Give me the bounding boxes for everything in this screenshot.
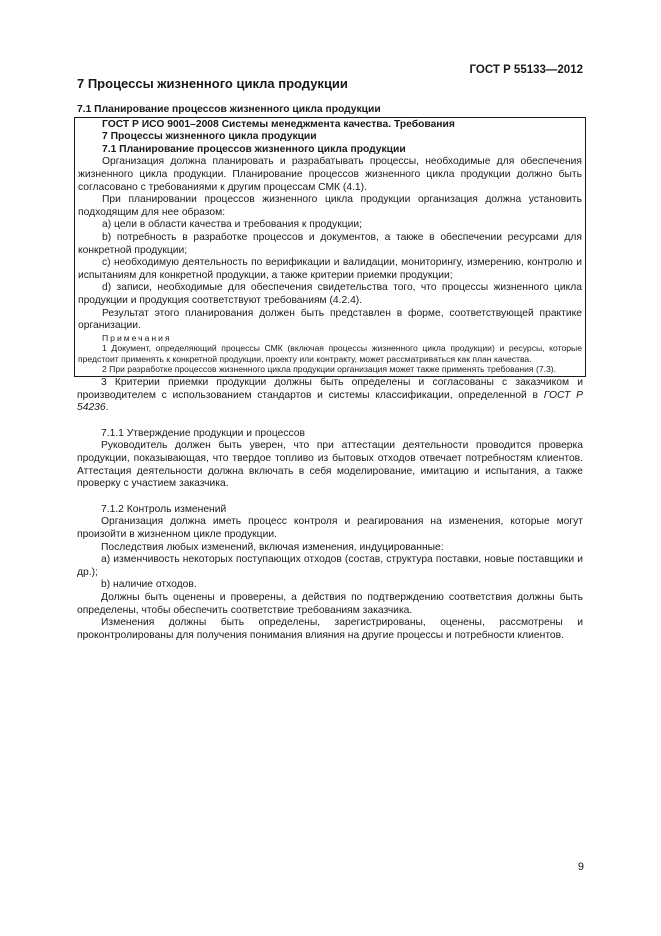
box-paragraph-2: При планировании процессов жизненного цикла продукции организация должна установить подходящим для нее образом: (78, 194, 582, 218)
subsection-7-1-1-title: 7.1.1 Утверждение продукции и процессов (101, 427, 305, 439)
box-paragraph-3: Результат этого планирования должен быть представлен в форме, соответствующей практике организации. (78, 307, 582, 332)
section-title: 7 Процессы жизненного цикла продукции (77, 76, 348, 91)
page-number: 9 (577, 861, 584, 873)
box-subsection: 7.1 Планирование процессов жизненного цикла продукции (102, 143, 406, 155)
subsection-7-1-2-paragraph-2: Последствия любых изменений, включая изменения, индуцированные: (101, 541, 444, 553)
note-3-reference: ГОСТ Р 54236 (77, 389, 583, 414)
box-item-a: а) цели в области качества и требования к продукции; (102, 219, 362, 231)
page-content (77, 104, 583, 642)
box-item-b: b) потребность в разработке процессов и документов, а также в обеспечении ресурсами для конкретной продукции; (78, 231, 582, 256)
note-2: 2 При разработке процессов жизненного цикла продукции организация может также применять требования (7.3). (102, 364, 557, 375)
box-paragraph-1: Организация должна планировать и разрабатывать процессы, необходимые для обеспечения жизненного цикла продукции. Планирование процессов жизненного цикла продукции должно быть согласовано с требованиями к другим процессам СМК (4.1). (78, 156, 582, 193)
subsection-7-1-2-paragraph-1: Организация должна иметь процесс контроля и реагирования на изменения, которые могут произойти в жизненном цикле продукции. (77, 516, 583, 540)
box-standard-ref: ГОСТ Р ИСО 9001–2008 Системы менеджмента качества. Требования (102, 118, 455, 130)
document-code: ГОСТ Р 55133—2012 (469, 64, 583, 76)
subsection-title: 7.1 Планирование процессов жизненного цикла продукции (77, 104, 381, 115)
notes-heading: Примечания (102, 332, 172, 343)
note-3 (77, 377, 583, 415)
note-3-end: . (105, 402, 109, 414)
note-3-text: 3 Критерии приемки продукции должны быть определены и согласованы с заказчиком и производителем с использованием стандартов и системы классификации, определенной в (77, 377, 583, 401)
quoted-standard-box (74, 117, 586, 377)
subsection-7-1-2-item-b: b) наличие отходов. (101, 579, 197, 591)
subsection-7-1-2-paragraph-3: Должны быть оценены и проверены, а действия по подтверждению соответствия должны быть определены, чтобы обеспечить соответствие требованиям заказчика. (77, 591, 583, 616)
box-item-c: c) необходимую деятельность по верификации и валидации, мониторингу, измерению, контролю и испытаниям для конкретной продукции, а также критерии приемки продукции; (78, 257, 582, 281)
subsection-7-1-1-paragraph: Руководитель должен быть уверен, что при аттестации деятельности проводится проверка продукции, показывающая, что твердое топливо из бытовых отходов отвечает потребностям клиентов. Аттестация деятельности должна включать в себя моделирование, имитацию и испытания, а также проверку с участием заказчика. (77, 440, 583, 490)
subsection-7-1-2-paragraph-4: Изменения должны быть определены, зарегистрированы, оценены, рассмотрены и проконтролированы для получения понимания влияния на другие процессы и потребности клиентов. (77, 617, 583, 641)
subsection-7-1-2-title: 7.1.2 Контроль изменений (101, 503, 227, 515)
box-section: 7 Процессы жизненного цикла продукции (102, 131, 317, 143)
note-1: 1 Документ, определяющий процессы СМК (включая процессы жизненного цикла продукции) и ресурсы, которые предстоит применять к конкретной продукции, проекту или контракту, может рассматриваться как план качества. (78, 343, 582, 364)
box-item-d: d) записи, необходимые для обеспечения свидетельства того, что процессы жизненного цикла продукции и продукция соответствуют требованиям (4.2.4). (78, 282, 582, 306)
subsection-7-1-2-item-a: а) изменчивость некоторых поступающих отходов (состав, структура поставки, новые поставщики и др.); (77, 554, 583, 578)
